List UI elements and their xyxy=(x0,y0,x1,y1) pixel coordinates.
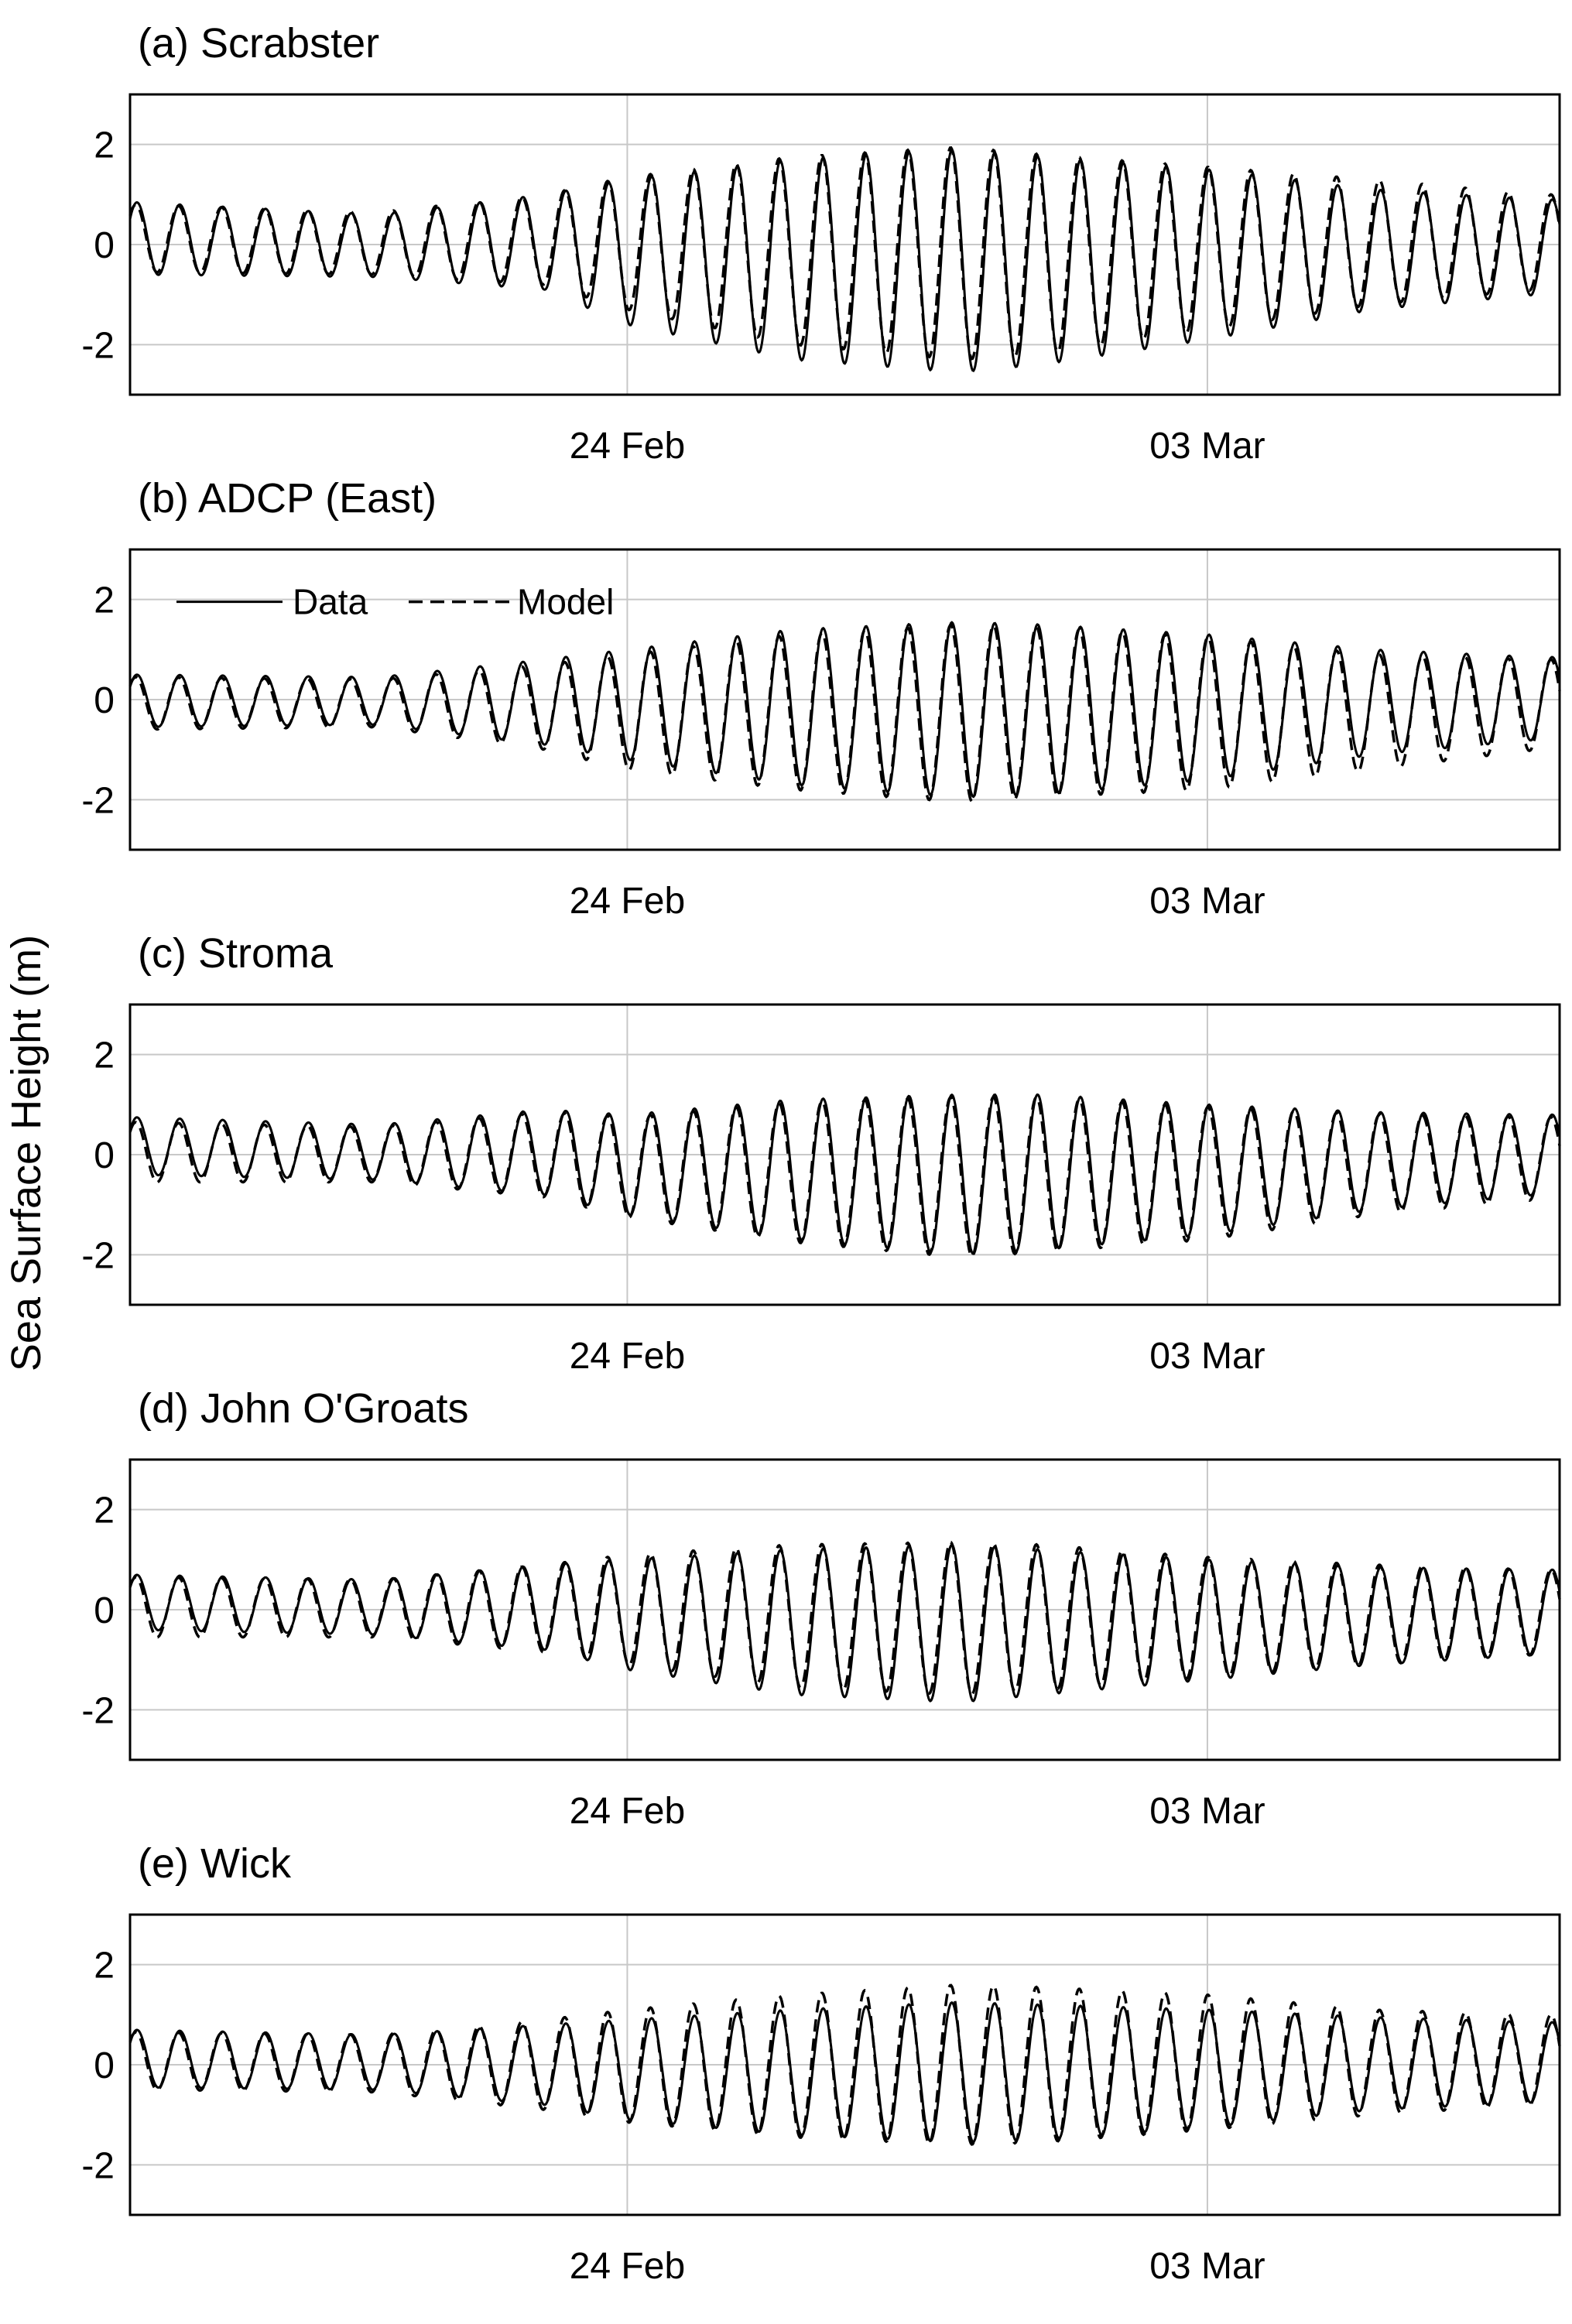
series-line-data xyxy=(130,1095,1560,1254)
series-line-model xyxy=(130,1542,1560,1694)
x-tick-label: 24 Feb xyxy=(569,426,686,467)
legend-label-model: Model xyxy=(517,581,615,622)
series-line-data xyxy=(130,622,1560,796)
legend xyxy=(176,582,614,622)
series-line-data xyxy=(130,2003,1560,2142)
panel-title: (a) Scrabster xyxy=(138,20,380,67)
series-line-model xyxy=(130,148,1560,359)
panel-title: (c) Stroma xyxy=(138,930,334,977)
x-tick-label: 24 Feb xyxy=(569,2246,686,2287)
x-tick-label: 03 Mar xyxy=(1149,881,1265,922)
chart-panel-3 xyxy=(81,930,1560,1377)
y-tick-label: 2 xyxy=(94,1490,115,1532)
y-tick-label: 2 xyxy=(94,1035,115,1076)
x-tick-label: 03 Mar xyxy=(1149,2246,1265,2287)
y-tick-label: 2 xyxy=(94,1945,115,1987)
chart-panel-5 xyxy=(81,1840,1560,2287)
series-line-model xyxy=(130,625,1560,802)
y-tick-label: -2 xyxy=(81,2145,115,2187)
chart-panel-2 xyxy=(81,475,1560,922)
chart-panel-4 xyxy=(81,1385,1560,1832)
y-tick-label: 2 xyxy=(94,580,115,621)
legend-label-data: Data xyxy=(293,581,368,622)
y-axis-label: Sea Surface Height (m) xyxy=(3,934,50,1372)
y-tick-label: 0 xyxy=(94,225,115,266)
x-tick-label: 03 Mar xyxy=(1149,426,1265,467)
panel-title: (b) ADCP (East) xyxy=(138,475,437,522)
y-tick-label: -2 xyxy=(81,1235,115,1277)
x-tick-label: 24 Feb xyxy=(569,881,686,922)
y-tick-label: -2 xyxy=(81,780,115,822)
x-tick-label: 03 Mar xyxy=(1149,1791,1265,1832)
series-line-model xyxy=(130,1097,1560,1257)
y-tick-label: 0 xyxy=(94,1590,115,1631)
series-line-data xyxy=(130,1545,1560,1701)
panel-title: (e) Wick xyxy=(138,1840,291,1887)
y-tick-label: -2 xyxy=(81,325,115,367)
y-tick-label: 0 xyxy=(94,1135,115,1176)
chart-panel-1 xyxy=(81,20,1560,467)
series-line-data xyxy=(130,150,1560,371)
panel-title: (d) John O'Groats xyxy=(138,1385,469,1432)
y-tick-label: 2 xyxy=(94,125,115,166)
y-tick-label: 0 xyxy=(94,680,115,721)
x-tick-label: 24 Feb xyxy=(569,1791,686,1832)
y-tick-label: 0 xyxy=(94,2045,115,2086)
x-tick-label: 24 Feb xyxy=(569,1336,686,1377)
y-tick-label: -2 xyxy=(81,1690,115,1732)
x-tick-label: 03 Mar xyxy=(1149,1336,1265,1377)
